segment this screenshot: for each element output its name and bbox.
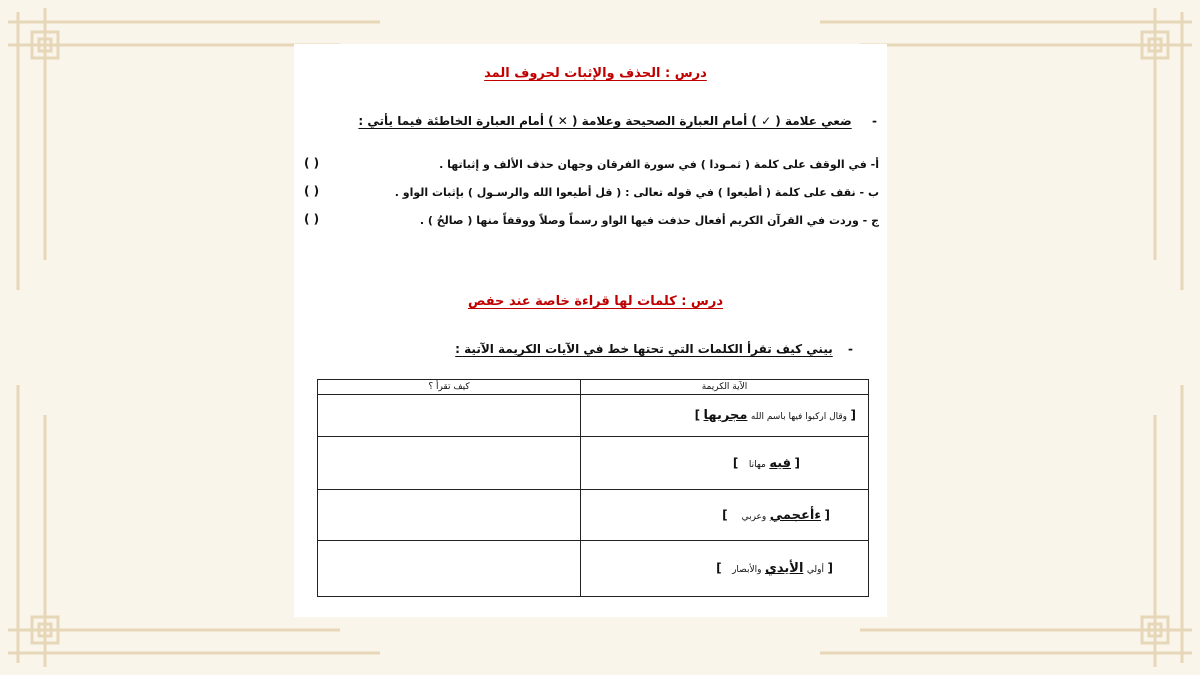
statement-label: أ- [870, 158, 879, 171]
answer-cell[interactable] [318, 395, 581, 437]
table-row [318, 541, 869, 597]
header-how-to-read: كيف تقرأ ؟ [318, 380, 581, 395]
bracket-close: ] [716, 561, 722, 575]
verse-underlined-word: الأيدي [764, 561, 804, 576]
bracket-open: [ [824, 507, 830, 522]
instruction-dash: - [848, 342, 853, 356]
verse-cell [581, 541, 869, 597]
instruction-dash: - [872, 114, 877, 128]
bracket-close: ] [722, 507, 728, 522]
verse-before: وقال اركبوا فيها باسم الله [750, 412, 848, 422]
table-header-row [318, 380, 869, 395]
instruction-text: ضعي علامة ( ✓ ) أمام العبارة الصحيحة وعلامة ( ✕ ) أمام العبارة الخاطئة فيما يأتي : [358, 114, 852, 128]
statement-text: في الوقف على كلمة ( ثمـودا ) في سورة الفرقان وجهان حذف الألف و إثباتها . [439, 158, 867, 171]
header-verse: الآية الكريمة [581, 380, 869, 395]
verse-after: والأبصار [732, 565, 762, 575]
answer-cell[interactable] [318, 437, 581, 490]
table-row [318, 437, 869, 490]
statement-b [395, 186, 879, 199]
bracket-open: [ [794, 455, 800, 470]
bracket-open: [ [850, 408, 856, 422]
statement-label: ب - [859, 186, 879, 199]
verse-cell [581, 395, 869, 437]
verse-cell [581, 437, 869, 490]
statement-label: ج - [862, 214, 879, 227]
table-row [318, 490, 869, 541]
lesson1-instruction [358, 110, 877, 129]
statement-text: وردت في القرآن الكريم أفعال حذفت فيها الواو رسماً وصلاً ووقفاً منها ( صالحُ ) . [419, 214, 859, 227]
bracket-close: ] [732, 455, 739, 470]
answer-cell[interactable] [318, 490, 581, 541]
worksheet-page [294, 44, 887, 617]
statement-c [420, 214, 879, 227]
verses-table [317, 379, 869, 597]
lesson2-instruction [455, 338, 853, 357]
verse-underlined-word: ءأعجمي [769, 507, 822, 523]
statement-a [439, 158, 879, 171]
verse-after: وعربي [741, 511, 767, 522]
answer-blank-b[interactable]: ( ) [304, 184, 320, 198]
lesson1-title: درس : الحذف والإثبات لحروف المد [484, 66, 707, 81]
bracket-open: [ [827, 561, 833, 575]
table-row [318, 395, 869, 437]
bracket-close: ] [694, 408, 701, 422]
verse-after: مهانا [748, 459, 766, 470]
answer-blank-c[interactable]: ( ) [304, 212, 320, 226]
statement-text: نقف على كلمة ( أطيعوا ) في قوله تعالى : ( قل أطيعوا الله والرسـول ) بإثبات الواو . [394, 186, 856, 199]
verse-cell [581, 490, 869, 541]
instruction-text: بيني كيف تقرأ الكلمات التي تحتها خط في الآيات الكريمة الآتية : [455, 342, 833, 356]
answer-cell[interactable] [318, 541, 581, 597]
verse-underlined-word: مجريها [703, 408, 748, 423]
verse-before: أولي [806, 565, 825, 575]
verse-underlined-word: فيه [769, 455, 792, 471]
answer-blank-a[interactable]: ( ) [304, 156, 320, 170]
lesson2-title: درس : كلمات لها قراءة خاصة عند حفص [467, 294, 724, 309]
